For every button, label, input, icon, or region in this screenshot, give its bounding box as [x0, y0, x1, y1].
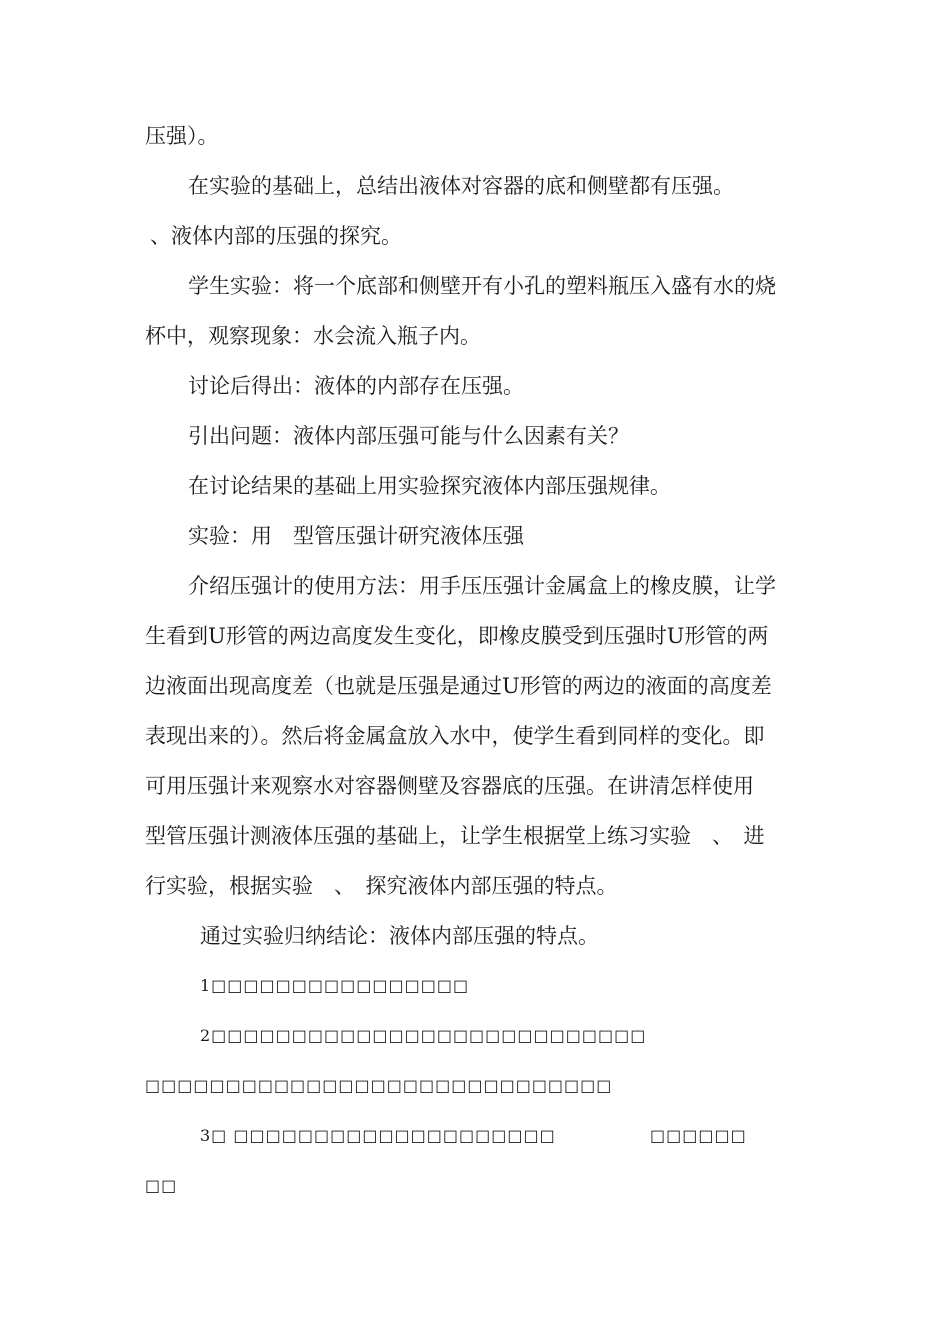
paragraph-line: 表现出来的）。然后将金属盒放入水中，使学生看到同样的变化。即 — [145, 724, 765, 748]
paragraph-line: 学生实验：将一个底部和侧壁开有小孔的塑料瓶压入盛有水的烧 — [188, 274, 776, 298]
paragraph-line: 生看到U形管的两边高度发生变化，即橡皮膜受到压强时U形管的两 — [145, 624, 769, 648]
conclusion-item-1: 1□□□□□□□□□□□□□□□□ — [200, 976, 470, 995]
paragraph-line: 行实验，根据实验 、 探究液体内部压强的特点。 — [145, 874, 618, 898]
conclusion-heading: 通过实验归纳结论：液体内部压强的特点。 — [200, 924, 599, 948]
conclusion-item-2: 2□□□□□□□□□□□□□□□□□□□□□□□□□□□ — [200, 1026, 647, 1045]
conclusion-item-3: 3□ □□□□□□□□□□□□□□□□□□□□ — [200, 1126, 556, 1145]
paragraph-line: 介绍压强计的使用方法：用手压压强计金属盒上的橡皮膜，让学 — [188, 574, 776, 598]
paragraph-line: 型管压强计测液体压强的基础上，让学生根据堂上练习实验 、 进 — [145, 824, 765, 848]
paragraph-line: 杯中，观察现象：水会流入瓶子内。 — [145, 324, 481, 348]
conclusion-item-3-cont: □□ — [145, 1176, 178, 1195]
paragraph-line: 压强）。 — [145, 124, 219, 148]
paragraph-line: 讨论后得出：液体的内部存在压强。 — [188, 374, 524, 398]
paragraph-line: 可用压强计来观察水对容器侧壁及容器底的压强。在讲清怎样使用 — [145, 774, 754, 798]
section-heading: 、液体内部的压强的探究。 — [150, 224, 402, 248]
paragraph-line: 在实验的基础上，总结出液体对容器的底和侧壁都有压强。 — [188, 174, 734, 198]
conclusion-item-3-tail: □□□□□□ — [650, 1126, 747, 1145]
paragraph-line: 边液面出现高度差（也就是压强是通过U形管的两边的液面的高度差 — [145, 674, 772, 698]
paragraph-line: 引出问题：液体内部压强可能与什么因素有关？ — [188, 424, 629, 448]
paragraph-line: 实验：用 型管压强计研究液体压强 — [188, 524, 524, 548]
paragraph-line: 在讨论结果的基础上用实验探究液体内部压强规律。 — [188, 474, 671, 498]
conclusion-item-2-cont: □□□□□□□□□□□□□□□□□□□□□□□□□□□□□ — [145, 1076, 613, 1095]
